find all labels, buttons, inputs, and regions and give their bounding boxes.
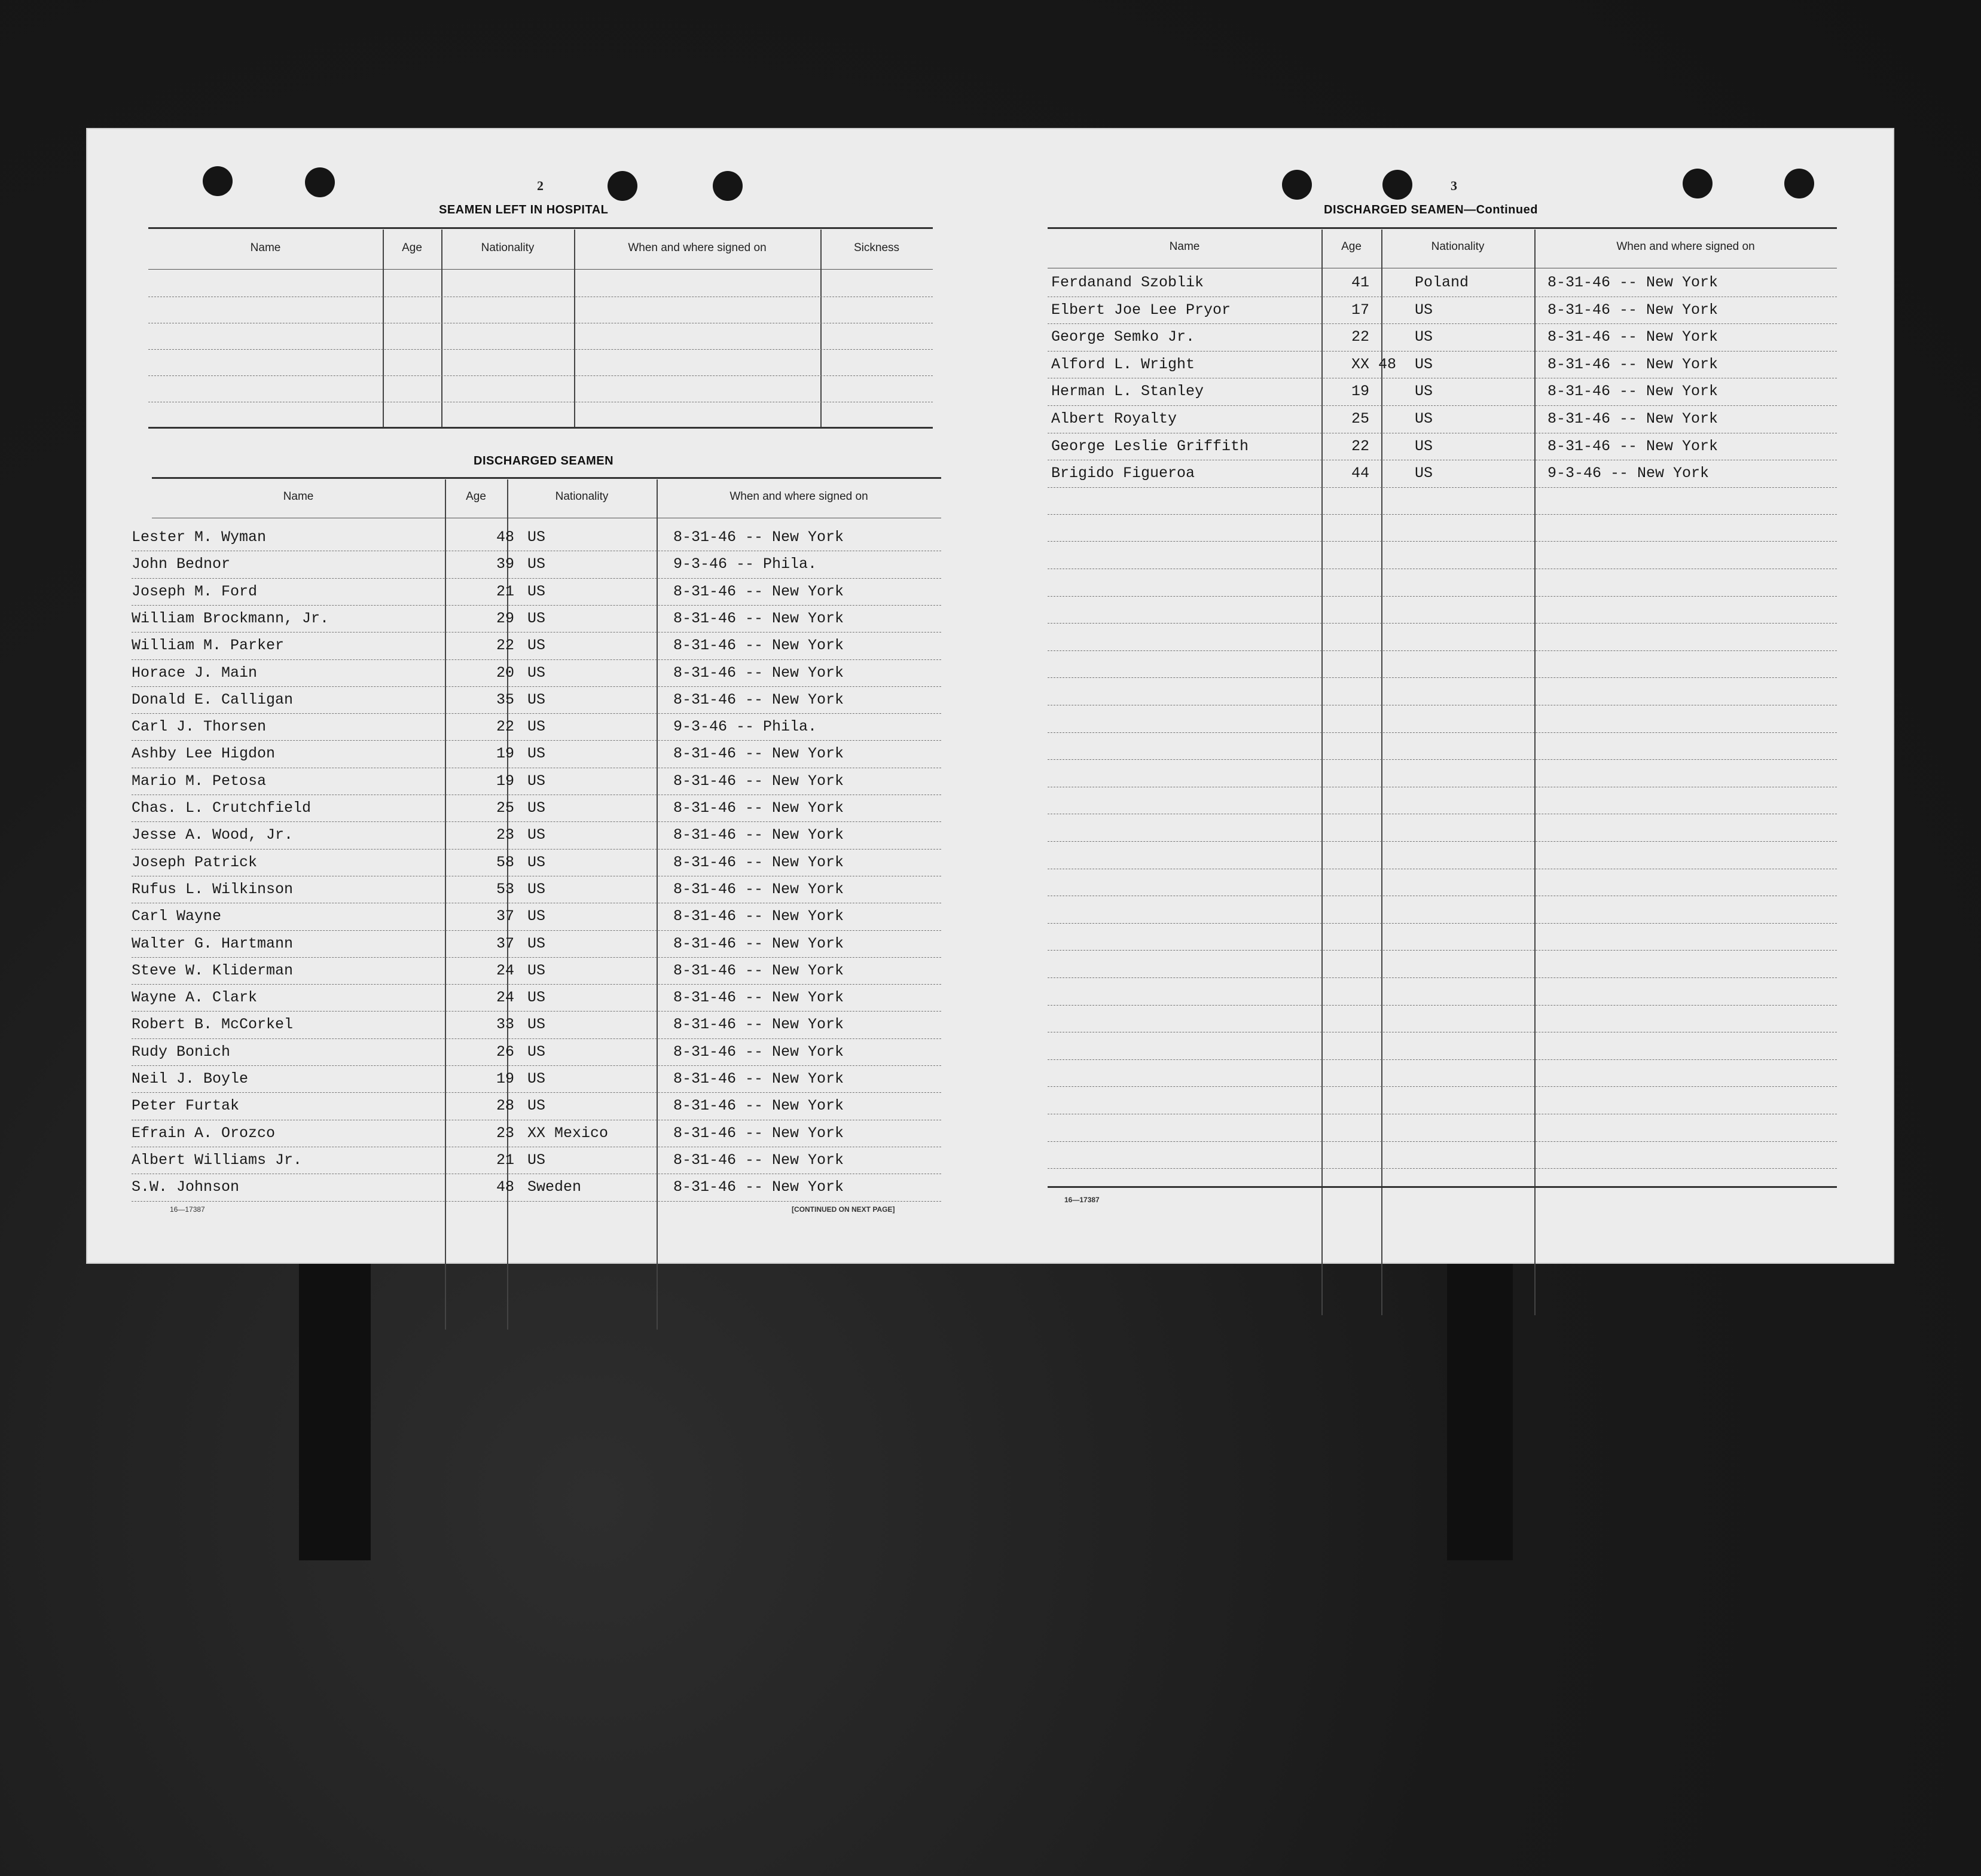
- punch-hole: [1282, 170, 1312, 200]
- seaman-nationality: US: [527, 609, 546, 627]
- seaman-age: 19: [496, 772, 515, 790]
- discharged-header-age: Age: [466, 490, 486, 503]
- seaman-signed-on: 8-31-46 -- New York: [673, 637, 844, 655]
- right-header-nationality: Nationality: [1431, 240, 1485, 253]
- seaman-nationality: US: [1415, 465, 1433, 482]
- seaman-nationality: US: [527, 772, 546, 790]
- seaman-nationality: Sweden: [527, 1178, 582, 1196]
- seaman-nationality: US: [527, 555, 546, 573]
- right-header-name: Name: [1169, 240, 1200, 253]
- seaman-signed-on: 8-31-46 -- New York: [673, 908, 844, 925]
- seaman-nationality: US: [1415, 355, 1433, 373]
- row-line: [1048, 1059, 1837, 1060]
- seaman-nationality: US: [1415, 410, 1433, 427]
- seaman-name: George Semko Jr.: [1051, 328, 1195, 346]
- seaman-name: John Bednor: [132, 555, 231, 573]
- form-number: 16—17387: [1064, 1196, 1100, 1204]
- seaman-name: Albert Williams Jr.: [132, 1151, 303, 1169]
- seaman-signed-on: 8-31-46 -- New York: [673, 880, 844, 898]
- punch-hole: [1683, 169, 1713, 198]
- seaman-nationality: US: [527, 934, 546, 952]
- seaman-nationality: US: [527, 1097, 546, 1115]
- seaman-nationality: US: [527, 745, 546, 763]
- row-line: [148, 375, 933, 376]
- row-line: [1048, 759, 1837, 760]
- right-page: [990, 128, 1894, 1264]
- seaman-signed-on: 8-31-46 -- New York: [673, 582, 844, 600]
- seaman-age: 48: [496, 528, 515, 546]
- discharged-header-signed: When and where signed on: [729, 490, 868, 503]
- seaman-name: Brigido Figueroa: [1051, 465, 1195, 482]
- seaman-age: 21: [496, 1151, 515, 1169]
- seaman-nationality: Poland: [1415, 274, 1469, 291]
- seaman-nationality: US: [1415, 301, 1433, 319]
- table-rule: [148, 269, 933, 270]
- row-line: [1048, 950, 1837, 951]
- document-sheet: [86, 128, 1894, 1264]
- row-line: [132, 605, 941, 606]
- discharged-header-name: Name: [283, 490, 314, 503]
- row-line: [1048, 1086, 1837, 1087]
- row-line: [132, 740, 941, 741]
- seaman-age: 33: [496, 1016, 515, 1034]
- seaman-name: Ashby Lee Higdon: [132, 745, 276, 763]
- row-line: [1048, 623, 1837, 624]
- row-line: [1048, 650, 1837, 651]
- continued-note: [CONTINUED ON NEXT PAGE]: [792, 1205, 895, 1214]
- seaman-signed-on: 8-31-46 -- New York: [1547, 328, 1719, 346]
- seaman-age: 19: [496, 1070, 515, 1087]
- seaman-age: 39: [496, 555, 515, 573]
- seaman-age: 26: [496, 1043, 515, 1061]
- row-line: [132, 713, 941, 714]
- column-divider: [383, 230, 384, 427]
- seaman-signed-on: 8-31-46 -- New York: [1547, 383, 1719, 401]
- seaman-age: 35: [496, 690, 515, 708]
- seaman-age: 22: [1351, 328, 1370, 346]
- seaman-name: Herman L. Stanley: [1051, 383, 1204, 401]
- row-line: [132, 632, 941, 633]
- seaman-signed-on: 8-31-46 -- New York: [673, 664, 844, 682]
- table-rule: [152, 477, 941, 479]
- column-divider: [820, 230, 822, 427]
- row-line: [1048, 541, 1837, 542]
- seaman-age: 58: [496, 853, 515, 871]
- seaman-nationality: US: [527, 1043, 546, 1061]
- row-line: [1048, 1168, 1837, 1169]
- seaman-age: 44: [1351, 465, 1370, 482]
- row-line: [1048, 923, 1837, 924]
- hospital-header-name: Name: [250, 242, 281, 254]
- hospital-header-nationality: Nationality: [481, 242, 535, 254]
- seaman-signed-on: 8-31-46 -- New York: [673, 799, 844, 817]
- punch-hole: [608, 171, 637, 201]
- seaman-name: Peter Furtak: [132, 1097, 240, 1115]
- seaman-nationality: US: [1415, 383, 1433, 401]
- punch-hole: [713, 171, 743, 201]
- row-line: [132, 686, 941, 687]
- row-line: [1048, 596, 1837, 597]
- seaman-nationality: US: [527, 690, 546, 708]
- seaman-age: 24: [496, 989, 515, 1007]
- seaman-age: 21: [496, 582, 515, 600]
- discharged-section-title: DISCHARGED SEAMEN: [474, 454, 614, 468]
- seaman-nationality: US: [1415, 328, 1433, 346]
- seaman-nationality: XX Mexico: [527, 1124, 609, 1142]
- row-line: [1048, 1005, 1837, 1006]
- seaman-signed-on: 8-31-46 -- New York: [673, 1124, 844, 1142]
- seaman-signed-on: 8-31-46 -- New York: [673, 853, 844, 871]
- seaman-signed-on: 8-31-46 -- New York: [1547, 437, 1719, 455]
- row-line: [132, 821, 941, 822]
- seaman-signed-on: 8-31-46 -- New York: [673, 609, 844, 627]
- seaman-name: Ferdanand Szoblik: [1051, 274, 1204, 291]
- seaman-name: Albert Royalty: [1051, 410, 1177, 427]
- row-line: [132, 930, 941, 931]
- seaman-age: 20: [496, 664, 515, 682]
- seaman-nationality: US: [527, 582, 546, 600]
- row-line: [132, 659, 941, 660]
- seaman-signed-on: 8-31-46 -- New York: [673, 934, 844, 952]
- seaman-name: Walter G. Hartmann: [132, 934, 294, 952]
- seaman-nationality: US: [527, 961, 546, 979]
- seaman-age: 17: [1351, 301, 1370, 319]
- seaman-name: Wayne A. Clark: [132, 989, 258, 1007]
- column-divider: [574, 230, 575, 427]
- seaman-signed-on: 8-31-46 -- New York: [1547, 301, 1719, 319]
- seaman-age: 37: [496, 908, 515, 925]
- seaman-name: Robert B. McCorkel: [132, 1016, 294, 1034]
- row-line: [132, 957, 941, 958]
- seaman-signed-on: 8-31-46 -- New York: [673, 1016, 844, 1034]
- seaman-signed-on: 8-31-46 -- New York: [673, 528, 844, 546]
- seaman-signed-on: 8-31-46 -- New York: [1547, 274, 1719, 291]
- seaman-name: Rudy Bonich: [132, 1043, 231, 1061]
- seaman-age: 24: [496, 961, 515, 979]
- row-line: [1048, 487, 1837, 488]
- hospital-header-signed: When and where signed on: [628, 242, 767, 254]
- left-page: [86, 128, 990, 1264]
- punch-hole: [305, 167, 335, 197]
- seaman-signed-on: 9-3-46 -- Phila.: [673, 555, 817, 573]
- row-line: [132, 849, 941, 850]
- seaman-name: Rufus L. Wilkinson: [132, 880, 294, 898]
- seaman-age: 25: [496, 799, 515, 817]
- seaman-age: 28: [496, 1097, 515, 1115]
- continued-section-title: DISCHARGED SEAMEN—Continued: [1324, 203, 1538, 216]
- seaman-nationality: US: [527, 1070, 546, 1087]
- seaman-name: Mario M. Petosa: [132, 772, 267, 790]
- seaman-age: 48: [496, 1178, 515, 1196]
- row-line: [148, 349, 933, 350]
- seaman-age: 41: [1351, 274, 1370, 291]
- seaman-name: Carl J. Thorsen: [132, 718, 267, 736]
- seaman-name: William Brockmann, Jr.: [132, 609, 329, 627]
- seaman-nationality: US: [527, 908, 546, 925]
- row-line: [132, 1011, 941, 1012]
- seaman-name: Carl Wayne: [132, 908, 222, 925]
- seaman-name: S.W. Johnson: [132, 1178, 240, 1196]
- seaman-name: Chas. L. Crutchfield: [132, 799, 312, 817]
- seaman-name: Donald E. Calligan: [132, 690, 294, 708]
- seaman-age: 23: [496, 826, 515, 844]
- seaman-signed-on: 9-3-46 -- New York: [1547, 465, 1710, 482]
- table-rule: [148, 427, 933, 429]
- row-line: [1048, 323, 1837, 324]
- seaman-age: XX 48: [1351, 355, 1397, 373]
- seaman-nationality: US: [527, 1151, 546, 1169]
- seaman-signed-on: 8-31-46 -- New York: [673, 961, 844, 979]
- seaman-name: Horace J. Main: [132, 664, 258, 682]
- seaman-nationality: US: [527, 880, 546, 898]
- seaman-name: George Leslie Griffith: [1051, 437, 1249, 455]
- seaman-age: 19: [496, 745, 515, 763]
- row-line: [132, 1038, 941, 1039]
- seaman-name: Jesse A. Wood, Jr.: [132, 826, 294, 844]
- seaman-signed-on: 8-31-46 -- New York: [673, 690, 844, 708]
- seaman-age: 19: [1351, 383, 1370, 401]
- row-line: [1048, 405, 1837, 406]
- seaman-age: 22: [1351, 437, 1370, 455]
- right-header-age: Age: [1341, 240, 1362, 253]
- column-divider: [441, 230, 442, 427]
- row-line: [1048, 841, 1837, 842]
- seaman-name: Steve W. Kliderman: [132, 961, 294, 979]
- background-shadow: [299, 1261, 371, 1560]
- seaman-age: 22: [496, 718, 515, 736]
- row-line: [1048, 677, 1837, 678]
- seaman-signed-on: 8-31-46 -- New York: [673, 1151, 844, 1169]
- seaman-nationality: US: [527, 853, 546, 871]
- hospital-header-age: Age: [402, 242, 422, 254]
- seaman-signed-on: 8-31-46 -- New York: [1547, 355, 1719, 373]
- seaman-signed-on: 8-31-46 -- New York: [673, 826, 844, 844]
- seaman-signed-on: 8-31-46 -- New York: [673, 989, 844, 1007]
- row-line: [132, 984, 941, 985]
- seaman-name: Joseph M. Ford: [132, 582, 258, 600]
- punch-hole: [1382, 170, 1412, 200]
- row-line: [132, 1065, 941, 1066]
- seaman-signed-on: 8-31-46 -- New York: [673, 1043, 844, 1061]
- seaman-age: 22: [496, 637, 515, 655]
- row-line: [1048, 732, 1837, 733]
- seaman-age: 37: [496, 934, 515, 952]
- seaman-name: Alford L. Wright: [1051, 355, 1195, 373]
- table-rule: [1048, 227, 1837, 229]
- seaman-nationality: US: [527, 826, 546, 844]
- seaman-name: William M. Parker: [132, 637, 285, 655]
- seaman-signed-on: 8-31-46 -- New York: [673, 1070, 844, 1087]
- right-header-signed: When and where signed on: [1616, 240, 1755, 253]
- table-rule: [1048, 1186, 1837, 1188]
- seaman-name: Elbert Joe Lee Pryor: [1051, 301, 1231, 319]
- form-number: 16—17387: [170, 1205, 205, 1214]
- page-number: 2: [537, 178, 544, 193]
- seaman-name: Efrain A. Orozco: [132, 1124, 276, 1142]
- seaman-name: Lester M. Wyman: [132, 528, 267, 546]
- seaman-nationality: US: [527, 1016, 546, 1034]
- hospital-header-sickness: Sickness: [853, 242, 900, 254]
- row-line: [132, 1092, 941, 1093]
- background-shadow: [1447, 1261, 1513, 1560]
- seaman-nationality: US: [527, 989, 546, 1007]
- seaman-nationality: US: [527, 718, 546, 736]
- seaman-nationality: US: [527, 528, 546, 546]
- seaman-nationality: US: [527, 799, 546, 817]
- seaman-age: 23: [496, 1124, 515, 1142]
- seaman-name: Joseph Patrick: [132, 853, 258, 871]
- hospital-section-title: SEAMEN LEFT IN HOSPITAL: [439, 203, 609, 216]
- punch-hole: [203, 166, 233, 196]
- row-line: [132, 578, 941, 579]
- seaman-signed-on: 9-3-46 -- Phila.: [673, 718, 817, 736]
- row-line: [1048, 1141, 1837, 1142]
- table-rule: [148, 227, 933, 229]
- seaman-signed-on: 8-31-46 -- New York: [673, 1097, 844, 1115]
- seaman-name: Neil J. Boyle: [132, 1070, 249, 1087]
- seaman-nationality: US: [1415, 437, 1433, 455]
- seaman-signed-on: 8-31-46 -- New York: [673, 1178, 844, 1196]
- row-line: [1048, 514, 1837, 515]
- seaman-signed-on: 8-31-46 -- New York: [673, 745, 844, 763]
- seaman-age: 25: [1351, 410, 1370, 427]
- seaman-signed-on: 8-31-46 -- New York: [673, 772, 844, 790]
- page-number: 3: [1451, 178, 1457, 193]
- seaman-age: 29: [496, 609, 515, 627]
- seaman-nationality: US: [527, 637, 546, 655]
- seaman-nationality: US: [527, 664, 546, 682]
- punch-hole: [1784, 169, 1814, 198]
- seaman-signed-on: 8-31-46 -- New York: [1547, 410, 1719, 427]
- discharged-header-nationality: Nationality: [555, 490, 609, 503]
- row-line: [132, 1201, 941, 1202]
- seaman-age: 53: [496, 880, 515, 898]
- row-line: [1048, 351, 1837, 352]
- row-line: [1048, 977, 1837, 978]
